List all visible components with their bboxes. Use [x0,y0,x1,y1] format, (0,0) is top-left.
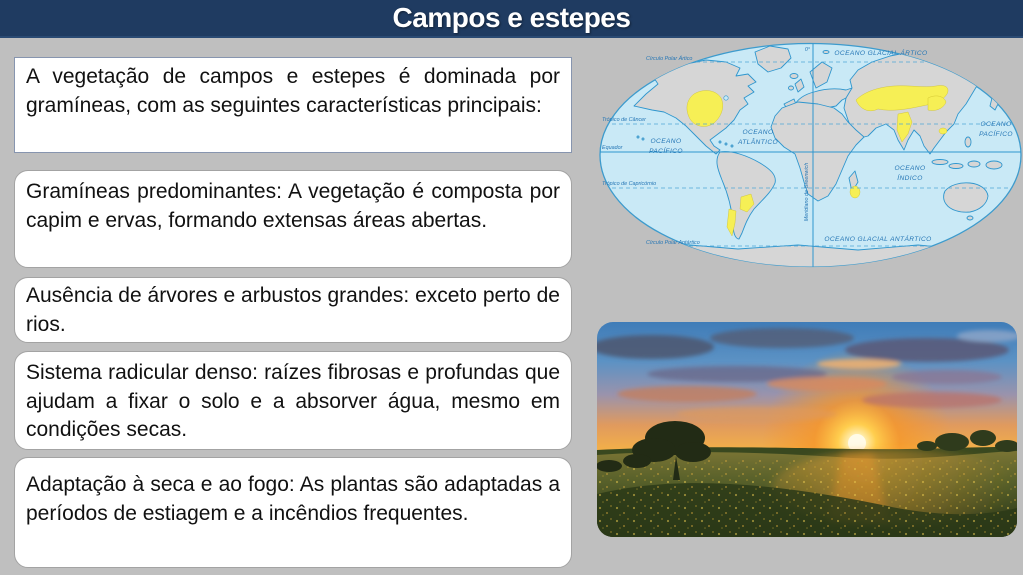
map-label-arctic-circle: Círculo Polar Ártico [646,56,693,62]
feature-box-roots [14,351,572,450]
feature-text: Ausência de árvores e arbustos grandes: exceto perto de rios. [26,284,560,336]
feature-box-no-trees [14,277,572,343]
map-label-equator: Equador [602,145,623,151]
intro-text: A vegetação de campos e estepes é dominada por gramíneas, com as seguintes características principais: [26,65,560,117]
map-label-tropic-capricorn: Trópico de Capricórnio [602,181,657,187]
slide-title: Campos e estepes [392,2,631,33]
distribution-map [598,42,1023,268]
map-label-pacific-left-2: PACÍFICO [649,148,683,155]
intro-box [14,57,572,153]
photo-wildflowers [597,460,1017,537]
map-label-antarctic-circle: Círculo Polar Antártico [646,240,700,246]
steppe-photo-illustration [597,322,1017,537]
map-label-pacific-right-1: OCEANO [980,121,1012,128]
feature-text: Sistema radicular denso: raízes fibrosas e profundas que ajudam a fixar o solo e a absorver água, mesmo em condições secas. [26,361,560,442]
map-label-arctic-ocean: OCEANO GLACIAL ÁRTICO [834,50,928,57]
map-label-zero-meridian: 0° [804,47,810,53]
feature-box-fire-adaptation [14,457,572,568]
map-label-antarctic-ocean: OCEANO GLACIAL ANTÁRTICO [824,236,932,243]
map-label-greenwich: Meridiano de Greenwich [804,162,810,222]
steppe-photo [597,322,1017,537]
map-label-indian-1: OCEANO [894,165,926,172]
world-map-svg [598,42,1023,268]
map-label-atlantic-2: ATLÂNTICO [737,139,779,146]
map-label-atlantic-1: OCEANO [742,129,774,136]
feature-box-grasses [14,170,572,268]
map-great-lakes [724,96,728,100]
map-label-pacific-right-2: PACÍFICO [979,131,1013,138]
feature-text: Adaptação à seca e ao fogo: As plantas são adaptadas a períodos de estiagem e a incêndios frequentes. [26,473,560,525]
slide-header [0,0,1023,38]
map-label-pacific-left-1: OCEANO [650,138,682,145]
map-label-indian-2: ÍNDICO [897,175,923,182]
feature-text: Gramíneas predominantes: A vegetação é composta por capim e ervas, formando extensas áreas abertas. [26,180,560,232]
map-label-tropic-cancer: Trópico de Câncer [602,117,646,123]
